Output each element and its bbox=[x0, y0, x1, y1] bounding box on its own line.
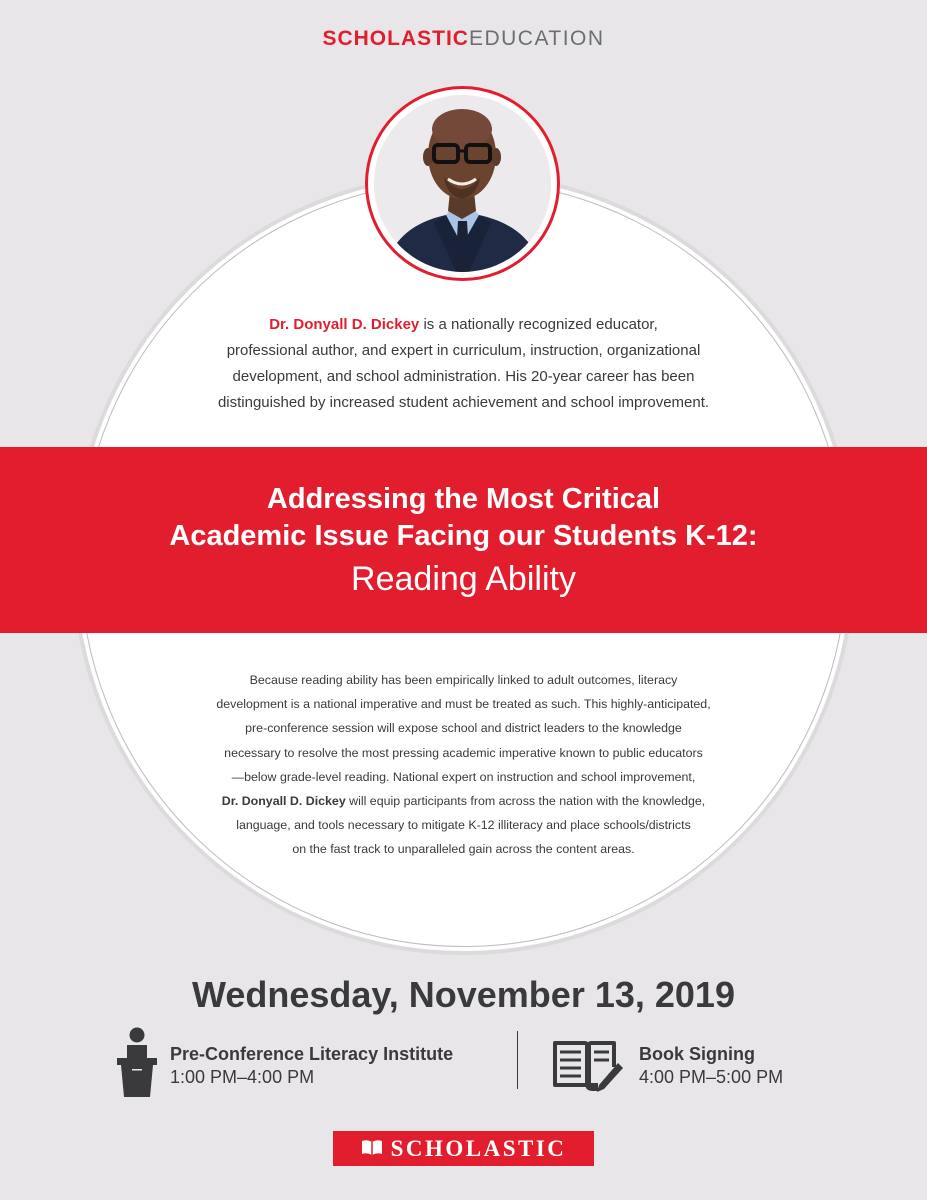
title-subtitle: Reading Ability bbox=[351, 560, 576, 598]
description-line-text: will equip participants from across the nation with the knowledge, bbox=[345, 794, 706, 809]
speaker-bio bbox=[180, 312, 747, 416]
title-line-1: Addressing the Most Critical bbox=[266, 483, 661, 515]
session-time: 1:00 PM–4:00 PM bbox=[170, 1067, 315, 1087]
event-date: Wednesday, November 13, 2019 bbox=[192, 974, 735, 1015]
description-line bbox=[185, 789, 742, 813]
description-line: Because reading ability has been empirically linked to adult outcomes, literacy bbox=[249, 673, 678, 687]
footer-scholastic-logo bbox=[333, 1131, 594, 1166]
book-pencil-icon bbox=[552, 1037, 624, 1100]
open-book-icon bbox=[361, 1136, 383, 1162]
description-line: language, and tools necessary to mitigate K-12 illiteracy and place schools/districts bbox=[236, 818, 691, 833]
session-pre-conference-text bbox=[170, 1043, 453, 1089]
bio-line-1-text: is a nationally recognized educator, bbox=[419, 316, 658, 333]
session-title: Book Signing bbox=[639, 1044, 755, 1064]
bio-line-4: distinguished by increased student achievement and school improvement. bbox=[217, 394, 710, 411]
bio-line-3: development, and school administration. His 20-year career has been bbox=[232, 368, 695, 385]
brand-secondary: EDUCATION bbox=[468, 27, 605, 50]
description-line: —below grade-level reading. National expert on instruction and school improvement, bbox=[231, 769, 696, 784]
podium-speaker-icon bbox=[116, 1027, 158, 1104]
brand-primary: SCHOLASTIC bbox=[322, 27, 469, 50]
description-line: on the fast track to unparalleled gain across the content areas. bbox=[292, 842, 635, 857]
description-line: pre-conference session will expose school and district leaders to the knowledge bbox=[245, 721, 682, 736]
description-line: necessary to resolve the most pressing academic imperative known to public educators bbox=[224, 745, 703, 760]
description-line: development is a national imperative and must be treated as such. This highly-anticipated, bbox=[216, 697, 711, 712]
bio-line-1 bbox=[180, 312, 747, 338]
footer-logo-text: SCHOLASTIC bbox=[390, 1135, 567, 1161]
session-title: Pre-Conference Literacy Institute bbox=[170, 1044, 454, 1064]
title-banner bbox=[0, 447, 927, 633]
description-speaker-name: Dr. Donyall D. Dickey bbox=[221, 794, 346, 809]
title-line-2: Academic Issue Facing our Students K-12: bbox=[169, 520, 758, 552]
header-brand-logo bbox=[0, 27, 927, 51]
session-divider bbox=[517, 1031, 518, 1089]
speaker-name: Dr. Donyall D. Dickey bbox=[269, 316, 420, 333]
speaker-portrait bbox=[374, 95, 551, 272]
session-description bbox=[185, 668, 742, 862]
session-time: 4:00 PM–5:00 PM bbox=[639, 1067, 784, 1087]
session-book-signing-text bbox=[639, 1043, 783, 1089]
bio-line-2: professional author, and expert in curriculum, instruction, organizational bbox=[226, 342, 701, 359]
